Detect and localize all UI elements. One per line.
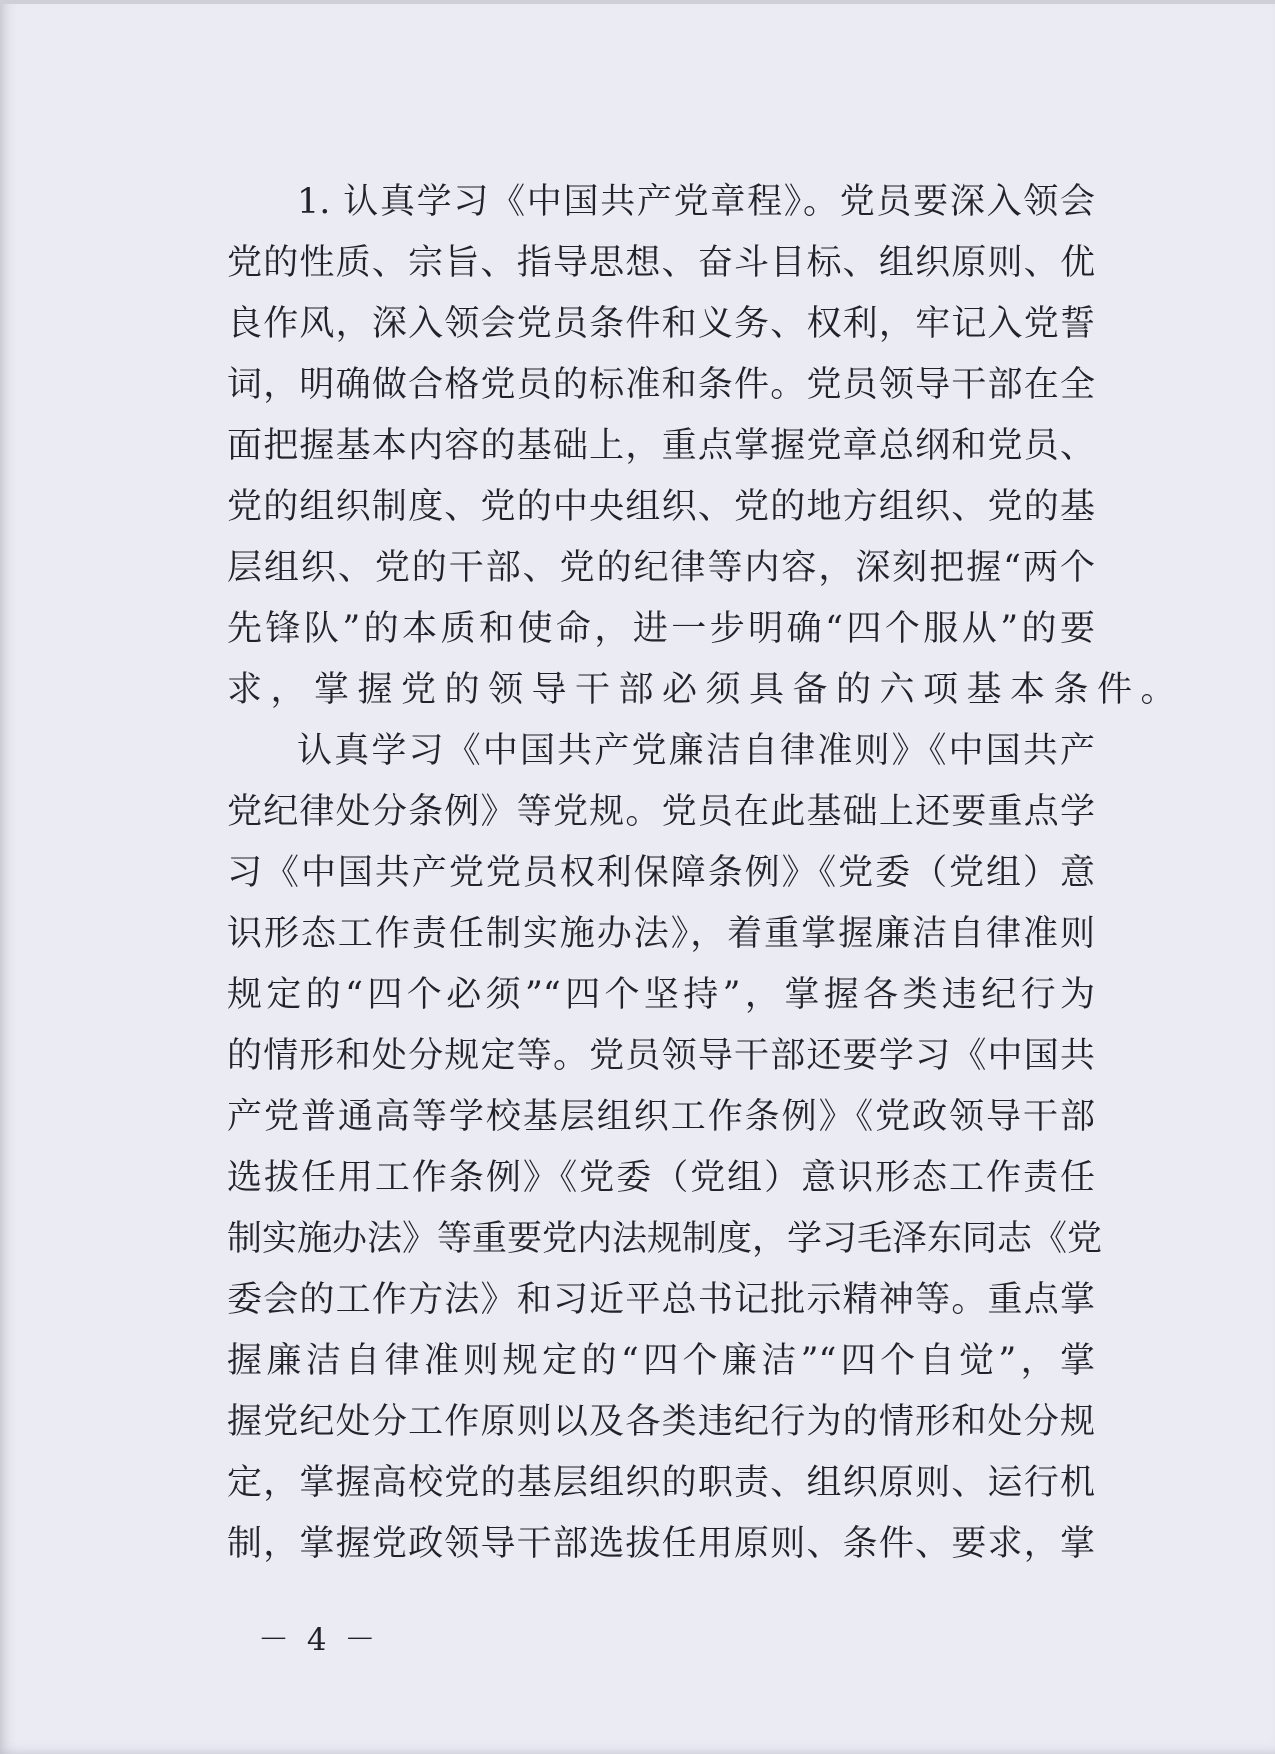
paragraph-line: 认真学习《中国共产党廉洁自律准则》《中国共产 bbox=[297, 731, 1095, 771]
paragraph-line: 先锋队”的本质和使命，进一步明确“四个服从”的要 bbox=[227, 609, 1095, 649]
paragraph-line: 选拔任用工作条例》《党委（党组）意识形态工作责任 bbox=[227, 1158, 1095, 1198]
paragraph-line: 制实施办法》等重要党内法规制度，学习毛泽东同志《党 bbox=[227, 1219, 1103, 1259]
paragraph-line: 1. 认真学习《中国共产党章程》。党员要深入领会 bbox=[297, 182, 1095, 222]
paragraph-line: 求，掌握党的领导干部必须具备的六项基本条件。 bbox=[227, 670, 1185, 710]
paragraph-line: 党的性质、宗旨、指导思想、奋斗目标、组织原则、优 bbox=[227, 243, 1095, 283]
paragraph-line: 制，掌握党政领导干部选拔任用原则、条件、要求，掌 bbox=[227, 1524, 1095, 1564]
page-number: － 4 － bbox=[258, 1622, 380, 1658]
paragraph-line: 党的组织制度、党的中央组织、党的地方组织、党的基 bbox=[227, 487, 1095, 527]
paragraph-line: 握廉洁自律准则规定的“四个廉洁”“四个自觉”，掌 bbox=[227, 1341, 1095, 1381]
paragraph-line: 层组织、党的干部、党的纪律等内容，深刻把握“两个 bbox=[227, 548, 1095, 588]
paragraph-line: 的情形和处分规定等。党员领导干部还要学习《中国共 bbox=[227, 1036, 1095, 1076]
paragraph-line: 良作风，深入领会党员条件和义务、权利，牢记入党誓 bbox=[227, 304, 1095, 344]
paragraph-line: 规定的“四个必须”“四个坚持”，掌握各类违纪行为 bbox=[227, 975, 1095, 1015]
paragraph-line: 词，明确做合格党员的标准和条件。党员领导干部在全 bbox=[227, 365, 1095, 405]
paragraph-line: 定，掌握高校党的基层组织的职责、组织原则、运行机 bbox=[227, 1463, 1095, 1503]
paragraph-line: 党纪律处分条例》等党规。党员在此基础上还要重点学 bbox=[227, 792, 1095, 832]
paragraph-line: 委会的工作方法》和习近平总书记批示精神等。重点掌 bbox=[227, 1280, 1095, 1320]
paragraph-line: 习《中国共产党党员权利保障条例》《党委（党组）意 bbox=[227, 853, 1095, 893]
paragraph-line: 握党纪处分工作原则以及各类违纪行为的情形和处分规 bbox=[227, 1402, 1095, 1442]
paragraph-line: 识形态工作责任制实施办法》，着重掌握廉洁自律准则 bbox=[227, 914, 1095, 954]
paragraph-line: 面把握基本内容的基础上，重点掌握党章总纲和党员、 bbox=[227, 426, 1095, 466]
paragraph-line: 产党普通高等学校基层组织工作条例》《党政领导干部 bbox=[227, 1097, 1095, 1137]
